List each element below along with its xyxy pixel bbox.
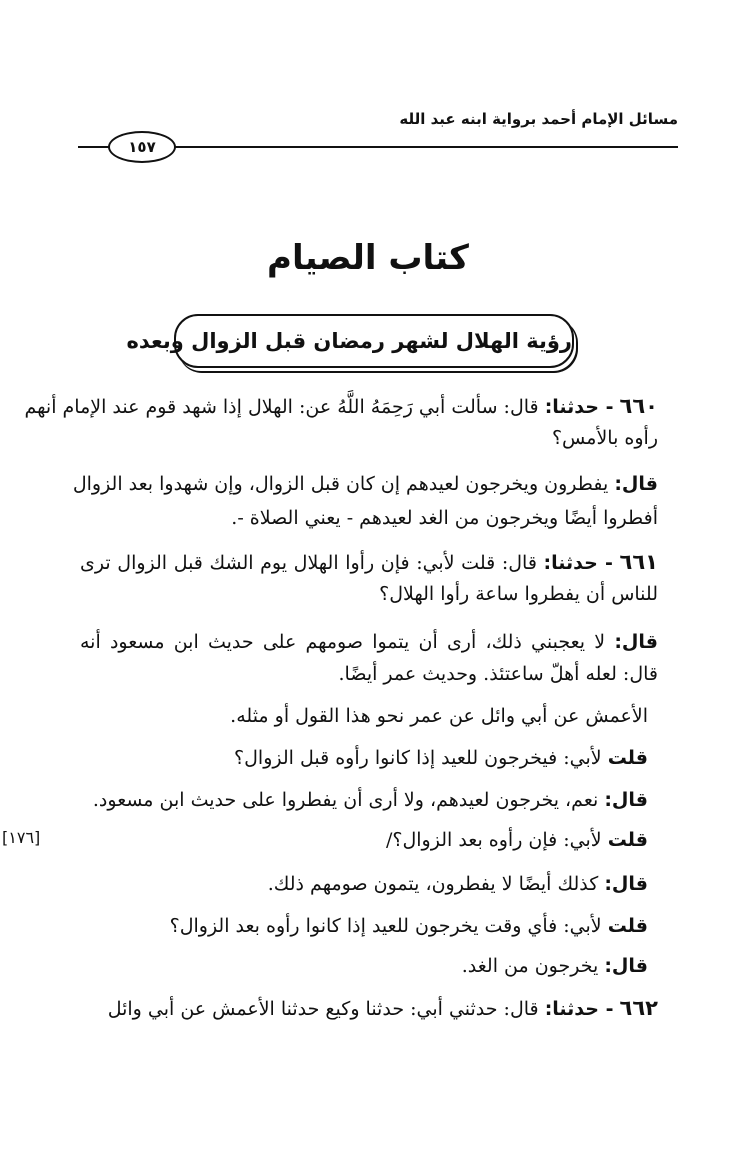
entry-661-line-2 [379,580,658,608]
entry-661-line-1: ٦٦١ - حدثنا: قال: قلت لأبي: فإن رأوا الهلال يوم الشك قبل الزوال ترى [80,550,658,574]
entry-660-line-1: ٦٦٠ - حدثنا: قال: سألت أبي رَحِمَهُ اللَّهُ عن: الهلال إذا شهد قوم عند الإمام أنهم [24,394,658,418]
entry-text: لأبي: فإن رأوه بعد الزوال؟/ [385,829,602,851]
entry-text: قال: سألت أبي رَحِمَهُ اللَّهُ عن: الهلال إذا شهد قوم عند الإمام أنهم [24,396,539,418]
book-title: كتاب الصيام [267,238,469,278]
entry-661-a2 [268,870,648,898]
entry-text: أفطروا أيضًا ويخرجون من الغد لعيدهم - يعني الصلاة -. [231,507,658,529]
entry-text: للناس أن يفطروا ساعة رأوا الهلال؟ [379,583,658,605]
section-title: رؤية الهلال لشهر رمضان قبل الزوال وبعده [174,314,574,368]
entry-661-q1 [234,744,648,772]
entry-text: يفطرون ويخرجون لعيدهم إن كان قبل الزوال، وإن شهدوا بعد الزوال [72,473,609,495]
answer-label: قال: [614,473,658,495]
answer-label: قال: [614,631,658,653]
entry-661-answer-1 [80,628,658,656]
entry-661-q2 [386,826,648,854]
answer-label: قال: [604,955,648,977]
page-number: ١٥٧ [108,131,176,163]
entry-661-a3 [462,952,648,980]
entry-text: يخرجون من الغد. [461,955,599,977]
entry-number: ٦٦١ [619,550,658,574]
entry-661-answer-2 [339,660,658,688]
entry-text: كذلك أيضًا لا يفطرون، يتمون صومهم ذلك. [267,873,599,895]
entry-text: قال: قلت لأبي: فإن رأوا الهلال يوم الشك قبل الزوال ترى [80,552,537,574]
entry-text: نعم، يخرجون لعيدهم، ولا أرى أن يفطروا على حديث ابن مسعود. [92,789,599,811]
entry-660-line-2 [552,424,658,452]
entry-660-answer-1 [72,470,658,498]
entry-661-a1 [93,786,648,814]
running-header: مسائل الإمام أحمد برواية ابنه عبد الله [399,110,678,128]
entry-text: لأبي: فأي وقت يخرجون للعيد إذا كانوا رأوه بعد الزوال؟ [169,915,602,937]
entry-text: الأعمش عن أبي وائل عن عمر نحو هذا القول أو مثله. [230,705,648,727]
manuscript-folio-ref: [١٧٦] [2,828,41,847]
question-label: قلت [607,829,648,851]
entry-text: لا يعجبني ذلك، أرى أن يتموا صومهم على حديث ابن مسعود أنه [80,631,606,653]
entry-661-q3 [170,912,648,940]
entry-text: رأوه بالأمس؟ [551,427,658,449]
question-label: قلت [607,915,648,937]
entry-text: قال: حدثني أبي: حدثنا وكيع حدثنا الأعمش عن أبي وائل [107,998,539,1020]
answer-label: قال: [604,789,648,811]
hadith-label: حدثنا: [543,552,598,574]
hadith-label: حدثنا: [544,998,599,1020]
question-label: قلت [607,747,648,769]
entry-text: قال: لعله أهلّ ساعتئذ. وحديث عمر أيضًا. [338,663,658,685]
entry-660-answer-2 [231,504,658,532]
answer-label: قال: [604,873,648,895]
entry-number: ٦٦٢ [619,996,658,1020]
hadith-label: حدثنا: [544,396,599,418]
entry-661-line-3 [230,702,648,730]
entry-text: لأبي: فيخرجون للعيد إذا كانوا رأوه قبل الزوال؟ [234,747,602,769]
entry-number: ٦٦٠ [619,394,658,418]
entry-662-line-1: ٦٦٢ - حدثنا: قال: حدثني أبي: حدثنا وكيع حدثنا الأعمش عن أبي وائل [107,996,658,1020]
